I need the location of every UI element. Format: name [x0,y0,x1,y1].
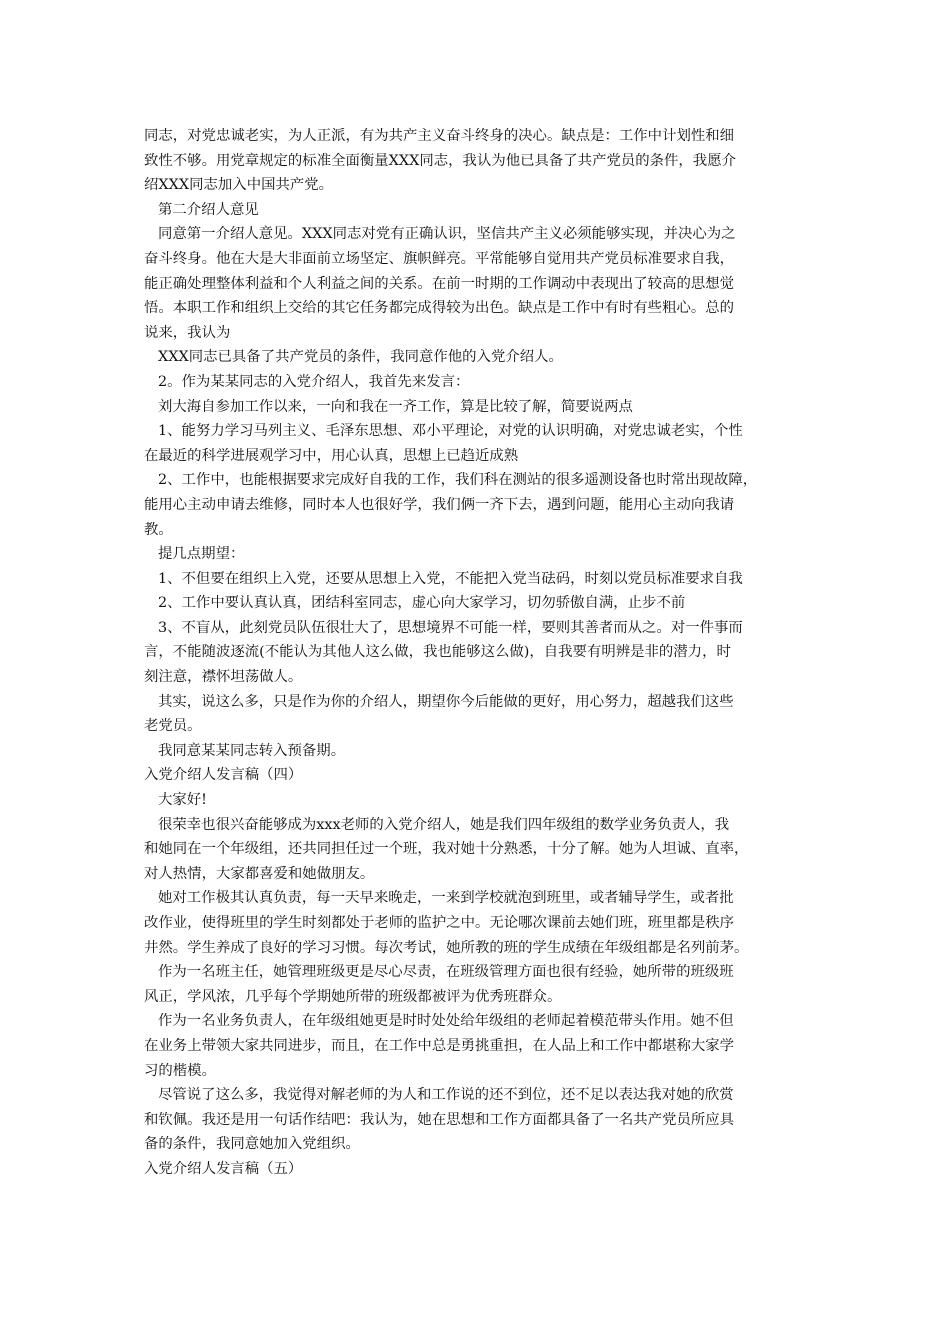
text-line: 提几点期望： [158,546,245,563]
text-line: 作为一名班主任，她管理班级更是尽心尽责，在班级管理方面也很有经验，她所带的班级班 [158,964,734,981]
text-line: 在最近的科学进展观学习中，用心认真，思想上已趋近成熟 [144,447,519,464]
text-line: 备的条件，我同意她加入党组织。 [144,1136,360,1153]
text-line: 1、能努力学习马列主义、毛泽东思想、邓小平理论，对党的认识明确，对党忠诚老实，个性 [158,423,743,440]
text-line: 第二介绍人意见 [158,201,259,218]
text-line: 很荣幸也很兴奋能够成为xxx老师的入党介绍人，她是我们四年级组的数学业务负责人，我 [158,816,730,833]
text-line: 能用心主动申请去维修，同时本人也很好学，我们俩一齐下去，遇到问题，能用心主动向我请 [144,496,735,513]
text-line: 她对工作极其认真负责，每一天早来晚走，一来到学校就泡到班里，或者辅导学生，或者批 [158,890,734,907]
text-line: 致性不够。用党章规定的标准全面衡量XXX同志，我认为他已具备了共产党员的条件，我愿介 [144,152,736,169]
text-line: 绍XXX同志加入中国共产党。 [144,177,334,194]
text-line: 说来，我认为 [144,324,231,341]
text-line: 教。 [144,521,173,538]
text-line: 对人热情，大家都喜爱和她做朋友。 [144,865,375,882]
text-line: 言，不能随波逐流(不能认为其他人这么做，我也能够这么做)，自我要有明辨是非的潜力，时 [144,644,731,661]
text-line: 刻注意，襟怀坦荡做人。 [144,669,303,686]
text-line: 作为一名业务负责人，在年级组她更是时时处处给年级组的老师起着模范带头作用。她不但 [158,1013,734,1030]
text-line: 大家好! [158,792,207,809]
text-line: 在业务上带领大家共同进步，而且，在工作中总是勇挑重担，在人品上和工作中都堪称大家学 [144,1037,735,1054]
text-line: 入党介绍人发言稿（五） [144,1160,303,1177]
text-line: 同志，对党忠诚老实，为人正派，有为共产主义奋斗终身的决心。缺点是：工作中计划性和细 [144,128,735,144]
text-line: 我同意某某同志转入预备期。 [158,742,346,759]
text-line: 其实，说这么多，只是作为你的介绍人，期望你今后能做的更好，用心努力，超越我们这些 [158,693,734,710]
text-line: 3、不盲从，此刻党员队伍很壮大了，思想境界不可能一样，要则其善者而从之。对一件事而 [158,619,743,636]
text-line: XXX同志已具备了共产党员的条件，我同意作他的入党介绍人。 [158,349,563,366]
text-line: 刘大海自参加工作以来，一向和我在一齐工作，算是比较了解，简要说两点 [158,398,633,415]
text-line: 能正确处理整体利益和个人利益之间的关系。在前一时期的工作调动中表现出了较高的思想觉 [144,275,735,292]
text-line: 尽管说了这么多，我觉得对解老师的为人和工作说的还不到位，还不足以表达我对她的欣赏 [158,1087,734,1104]
text-line: 同意第一介绍人意见。XXX同志对党有正确认识，坚信共产主义必须能够实现，并决心为之 [158,226,736,243]
text-line: 老党员。 [144,718,202,735]
text-line: 和钦佩。我还是用一句话作结吧：我认为，她在思想和工作方面都具备了一名共产党员所应具 [144,1111,735,1128]
text-line: 改作业，使得班里的学生时刻都处于老师的监护之中。无论哪次课前去她们班，班里都是秩序 [144,915,735,931]
text-line: 2。作为某某同志的入党介绍人，我首先来发言： [158,373,470,390]
text-line: 2、工作中要认真认真，团结科室同志，虚心向大家学习，切勿骄傲自满，止步不前 [158,595,686,612]
text-line: 井然。学生养成了良好的学习习惯。每次考试，她所教的班的学生成绩在年级组都是名列前茅。 [144,939,749,956]
text-line: 入党介绍人发言稿（四） [144,767,303,784]
text-line: 悟。本职工作和组织上交给的其它任务都完成得较为出色。缺点是工作中有时有些粗心。总的 [144,300,735,317]
text-line: 1、不但要在组织上入党，还要从思想上入党，不能把入党当砝码，时刻以党员标准要求自我 [158,570,743,587]
text-line: 风正，学风浓，几乎每个学期她所带的班级都被评为优秀班群众。 [144,988,562,1005]
text-line: 习的楷模。 [144,1062,216,1079]
text-line: 2、工作中，也能根据要求完成好自我的工作，我们科在测站的很多遥测设备也时常出现故障， [158,472,758,489]
text-line: 奋斗终身。他在大是大非面前立场坚定、旗帜鲜亮。平常能够自觉用共产党员标准要求自我， [144,250,735,267]
text-line: 和她同在一个年级组，还共同担任过一个班，我对她十分熟悉，十分了解。她为人坦诚、直率， [144,841,749,858]
document-body [144,124,822,1182]
